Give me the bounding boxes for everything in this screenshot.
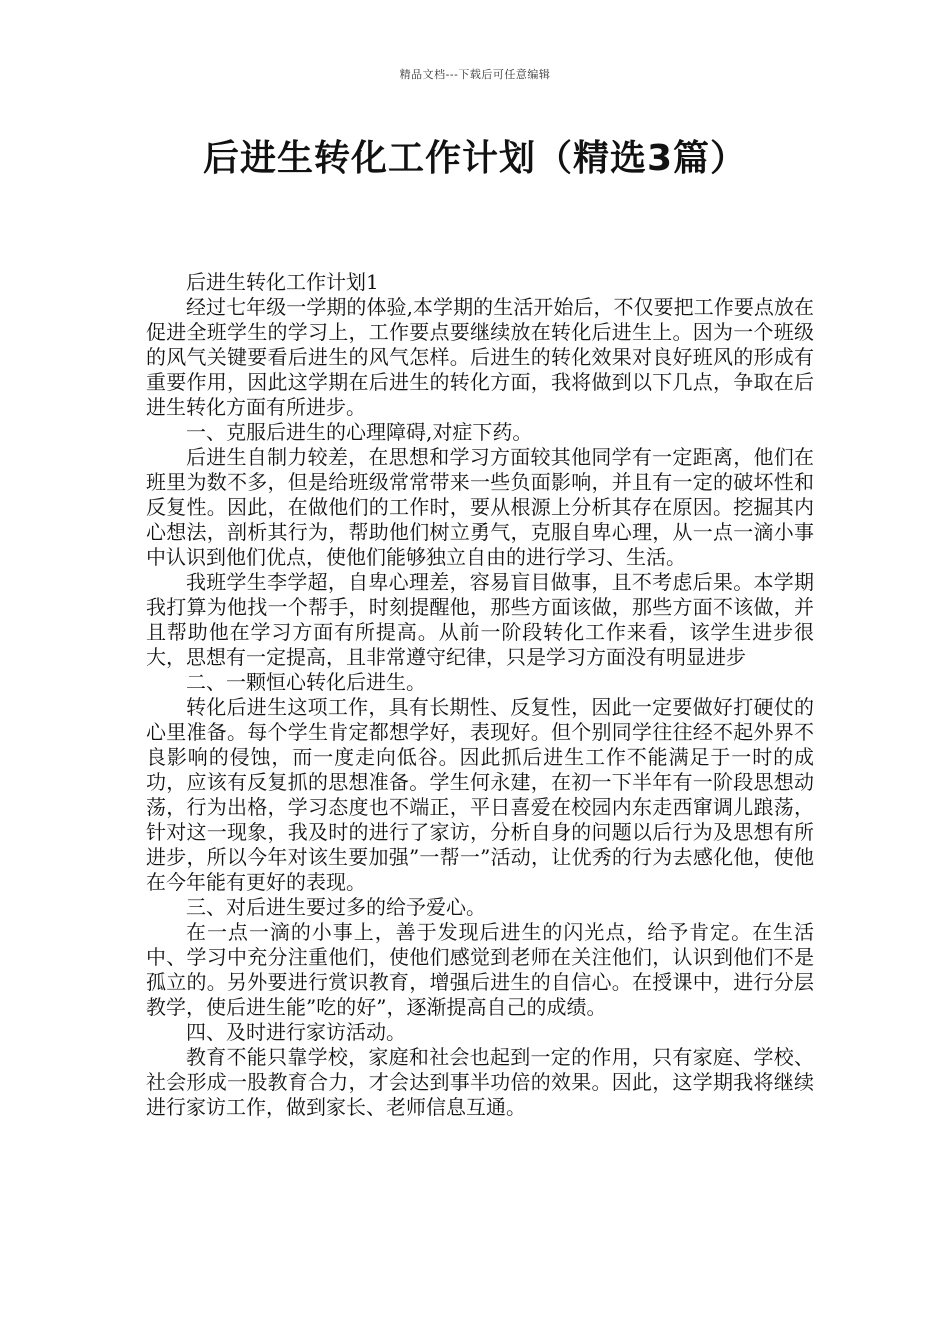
paragraph: 经过七年级一学期的体验,本学期的生活开始后，不仅要把工作要点放在促进全班学生的学习上，工作要点要继续放在转化后进生上。因为一个班级的风气关键要看后进生的风气怎样。后进生的转化效果对良好班风的形成有重要作用，因此这学期在后进生的转化方面，我将做到以下几点，争取在后进生转化方面有所进步。 <box>146 295 814 419</box>
paragraph: 教育不能只靠学校，家庭和社会也起到一定的作用，只有家庭、学校、社会形成一股教育合力，才会达到事半功倍的效果。因此，这学期我将继续进行家访工作，做到家长、老师信息互通。 <box>146 1045 814 1119</box>
paragraph: 后进生自制力较差，在思想和学习方面较其他同学有一定距离，他们在班里为数不多，但是给班级常常带来一些负面影响，并且有一定的破坏性和反复性。因此，在做他们的工作时，要从根源上分析其存在原因。挖掘其内心想法，剖析其行为，帮助他们树立勇气，克服自卑心理，从一点一滴小事中认识到他们优点，使他们能够独立自由的进行学习、生活。 <box>146 445 814 569</box>
document-body <box>146 270 814 1120</box>
header-note: 精品文档---下载后可任意编辑 <box>399 68 551 81</box>
paragraph: 转化后进生这项工作，具有长期性、反复性，因此一定要做好打硬仗的心里准备。每个学生肯定都想学好，表现好。但个别同学往往经不起外界不良影响的侵蚀，而一度走向低谷。因此抓后进生工作不能满足于一时的成功，应该有反复抓的思想准备。学生何永建，在初一下半年有一阶段思想动荡，行为出格，学习态度也不端正，平日喜爱在校园内东走西窜调儿踉荡，针对这一现象，我及时的进行了家访，分析自身的问题以后行为及思想有所进步，所以今年对该生要加强”一帮一”活动，让优秀的行为去感化他，使他在今年能有更好的表现。 <box>146 695 814 894</box>
paragraph: 我班学生李学超，自卑心理差，容易盲目做事，且不考虑后果。本学期我打算为他找一个帮手，时刻提醒他，那些方面该做，那些方面不该做，并且帮助他在学习方面有所提高。从前一阶段转化工作来看，该学生进步很大，思想有一定提高，且非常遵守纪律，只是学习方面没有明显进步 <box>146 570 814 669</box>
document-title: 后进生转化工作计划（精选3篇） <box>202 138 748 179</box>
section-heading: 一、克服后进生的心理障碍,对症下药。 <box>186 420 533 444</box>
section-heading: 二、一颗恒心转化后进生。 <box>186 670 426 694</box>
section-heading: 四、及时进行家访活动。 <box>186 1020 406 1044</box>
section-heading: 后进生转化工作计划1 <box>186 270 379 294</box>
paragraph: 在一点一滴的小事上，善于发现后进生的闪光点，给予肯定。在生活中、学习中充分注重他们，使他们感觉到老师在关注他们，认识到他们不是孤立的。另外要进行赏识教育，增强后进生的自信心。在授课中，进行分层教学，使后进生能”吃的好”，逐渐提高自己的成绩。 <box>146 920 814 1019</box>
section-heading: 三、对后进生要过多的给予爱心。 <box>186 895 486 919</box>
